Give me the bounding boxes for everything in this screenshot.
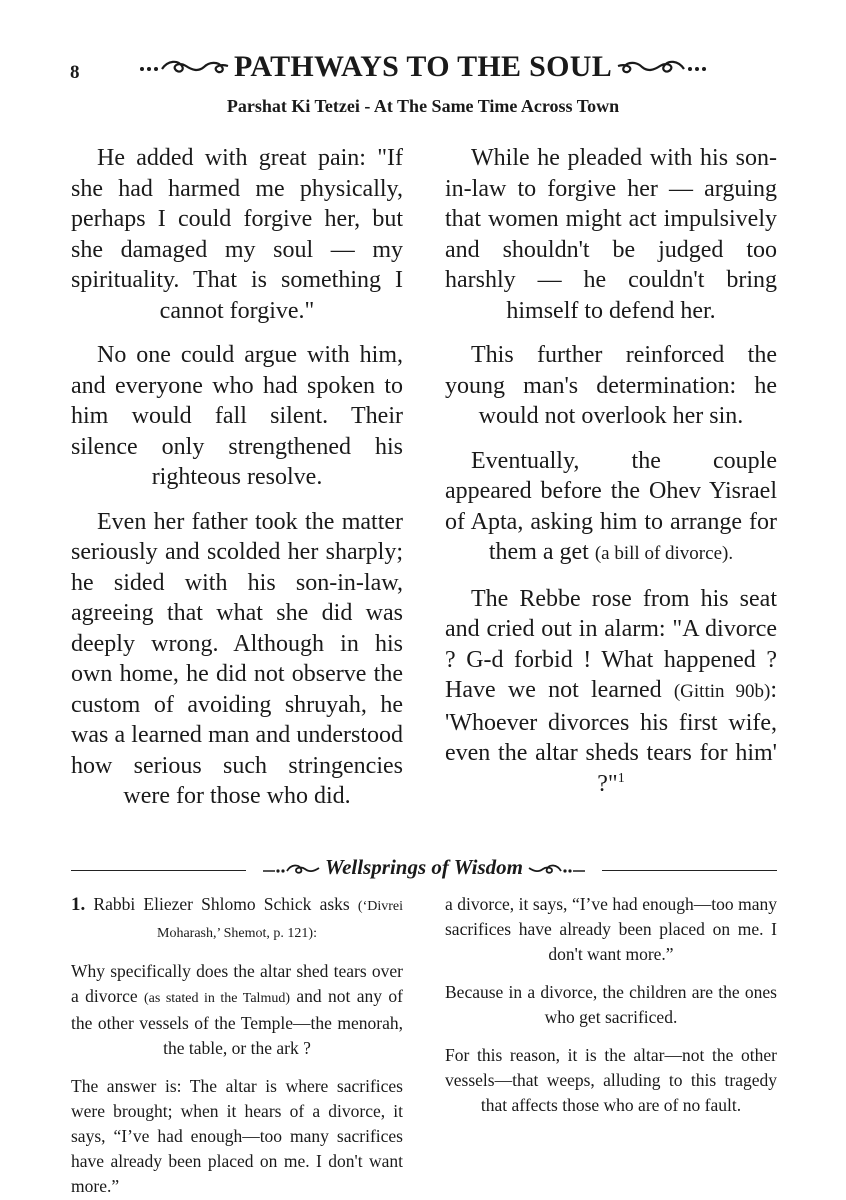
section-subtitle: Parshat Ki Tetzei - At The Same Time Across Town	[226, 96, 620, 116]
footnote-paragraph: For this reason, it is the altar—not the other vessels—that weeps, alluding to this tragedy that affects those who are of no fault.	[445, 1045, 777, 1115]
footnote-left-column	[71, 892, 403, 1196]
publication-title: PATHWAYS TO THE SOUL	[233, 50, 613, 83]
paragraph: While he pleaded with his son-in-law to forgive her — arguing that women might act impulsively and shouldn't be judged too harshly — he couldn't bring himself to defend her.	[445, 145, 777, 324]
paragraph-text: : 'Whoever divorces his first wife, even the altar sheds tears for him' ?"	[445, 677, 777, 797]
left-column	[71, 143, 403, 826]
paragraph: Even her father took the matter seriously and scolded her sharply; he sided with his son-in-law, agreeing that what she did was deeply wrong. Although in his own home, he did not observe the custom of avoiding shruyah, he was a learned man and understood how serious such stringencies were for those who did.	[71, 508, 403, 809]
page-number: 8	[70, 62, 80, 83]
footnote-answer-continued: a divorce, it says, “I’ve had enough—too many sacrifices have already been placed on me. I don't want more.”	[445, 894, 777, 964]
footnote-right-column	[445, 892, 777, 1131]
section-title: Wellsprings of Wisdom	[325, 855, 523, 879]
wellsprings-divider	[71, 855, 777, 885]
paragraph: No one could argue with him, and everyone who had spoken to him would fall silent. Their silence only strengthened his righteous resolve.	[71, 342, 403, 490]
paragraph-text: The Rebbe rose from his seat and cried out in alarm: "A divorce ? G-d forbid ! What happened ? Have we not learned	[445, 585, 777, 703]
paragraph	[445, 584, 777, 800]
left-flourish-icon	[261, 858, 325, 875]
right-flourish-icon	[527, 858, 587, 875]
footnote-source: (‘Divrei Moharash,’ Shemot, p. 121):	[157, 899, 403, 941]
paragraph: This further reinforced the young man's determination: he would not overlook her sin.	[445, 342, 777, 429]
running-header	[0, 50, 846, 84]
footnote-text: Rabbi Eliezer Shlomo Schick asks	[85, 894, 358, 914]
footnote-answer: The answer is: The altar is where sacrifices were brought; when it hears of a divorce, it says, “I’ve had enough—too many sacrifices have already been placed on me. I don't want more.”	[71, 1076, 403, 1196]
footnote-number: 1.	[71, 894, 86, 915]
footnote-intro	[71, 892, 403, 946]
paragraph: He added with great pain: "If she had harmed me physically, perhaps I could forgive her, but she damaged my soul — my spirituality. That is something I cannot forgive."	[71, 145, 403, 324]
right-column	[445, 143, 777, 813]
paragraph-text: Eventually, the couple appeared before the Ohev Yisrael of Apta, asking him to arrange for them a get	[445, 447, 777, 565]
footnote-text: Why specifically does the altar shed tears over a divorce	[71, 961, 403, 1006]
left-flourish-icon	[138, 52, 230, 83]
footnote-marker: 1	[617, 770, 625, 786]
right-flourish-icon	[616, 52, 708, 83]
footnote-paragraph: Because in a divorce, the children are the ones who get sacrificed.	[445, 982, 777, 1027]
footnote-text: and not any of the other vessels of the Temple—the menorah, the table, or the ark ?	[71, 986, 403, 1058]
footnote-question	[71, 959, 403, 1061]
paragraph	[445, 446, 777, 570]
parenthetical-note: (a bill of divorce).	[594, 543, 734, 564]
citation: (Gittin 90b)	[673, 681, 771, 702]
parenthetical-note: (as stated in the Talmud)	[144, 991, 290, 1006]
